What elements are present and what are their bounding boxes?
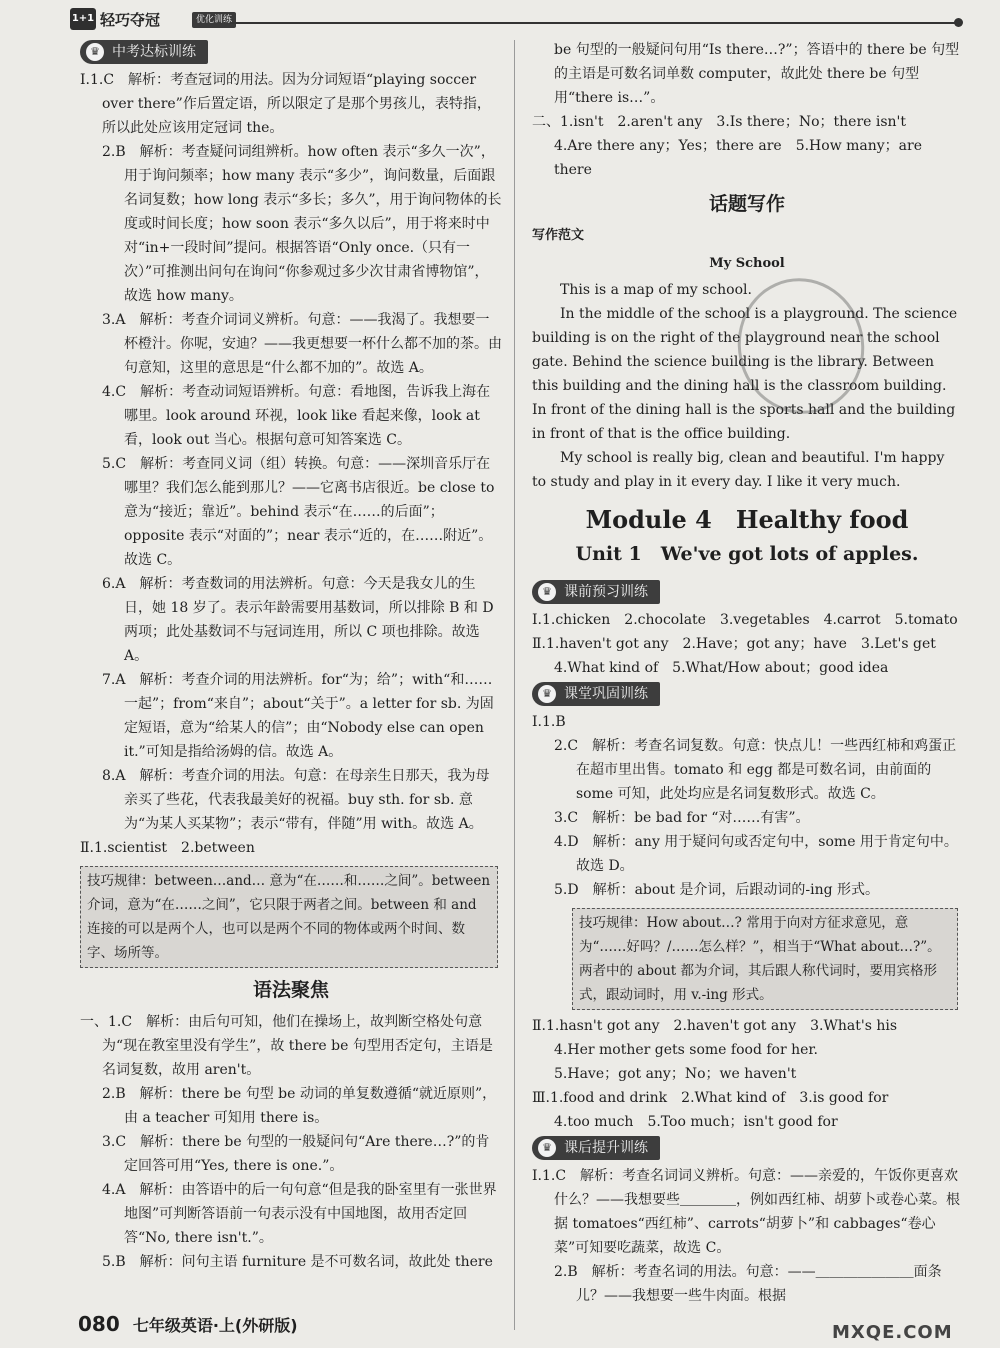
tip-box: 技巧规律：How about…? 常用于向对方征求意见，意为“……好吗？/……怎么样？”，相当于“What about…?”。两者中的 about 都为介词，其后跟人称代词时，要用宾格形式，跟动词时，用 v.-ing 形式。 xyxy=(572,908,958,1010)
unit-title: Unit 1 We've got lots of apples. xyxy=(575,543,919,565)
answer-item: 3.C 解析：be bad for “对……有害”。 xyxy=(554,810,810,826)
brand-name: 轻巧夺冠 xyxy=(100,11,161,29)
module-title: Module 4 Healthy food xyxy=(585,505,909,534)
answer-item: 4.D 解析：any 用于疑问句或否定句中，some 用于肯定句中。故选 D。 xyxy=(554,834,958,874)
answer-item: 4.C 解析：考查动词短语辨析。句意：看地图，告诉我上海在哪里。look around 环视，look like 看起来像，look at 看，look out 当心。根据句意可知答案选 C。 xyxy=(102,384,491,448)
brand-logo: 1+1 xyxy=(70,8,96,30)
answer-item: Ⅱ.1.haven't got any 2.Have；got any；have 3.Let's get xyxy=(532,636,936,652)
essay-paragraph: This is a map of my school. xyxy=(560,282,752,298)
answer-item: 5.D 解析：about 是介词，后跟动词的-ing 形式。 xyxy=(554,882,880,898)
page-number: 080 xyxy=(78,1312,120,1336)
answer-item: Ⅰ.1.chicken 2.chocolate 3.vegetables 4.carrot 5.tomato xyxy=(532,612,958,628)
answer-item: Ⅰ.1.B xyxy=(532,714,566,730)
answer-item: 7.A 解析：考查介词的用法辨析。for“为；给”；with“和……一起”；from“来自”；about“关于”。a letter for sb. 为固定短语，意为“给某人的信”；由“Nobody else can open it.”可知是指给汤姆的信。故选 A。 xyxy=(102,672,494,760)
essay-paragraph: In the middle of the school is a playground. The science building is on the right of the playground near the school gate. Behind the science building is the library. Between this building and the dining hall is the classroom building. In front of the dining hall is the sports hall and the building in front of that is the office building. xyxy=(532,306,958,442)
right-column xyxy=(532,38,962,1308)
section-banner-preview xyxy=(532,580,660,604)
answer-item: 5.Have；got any；No；we haven't xyxy=(554,1066,797,1082)
answer-item: 6.A 解析：考查数词的用法辨析。句意：今天是我女儿的生日，她 18 岁了。表示年龄需要用基数词，所以排除 B 和 D 两项；此处基数词不与冠词连用，所以 C 项也排除。故选 A。 xyxy=(102,576,494,664)
answer-item: 4.Are there any；Yes；there are 5.How many；are there xyxy=(554,138,922,178)
answer-item: Ⅱ.1.scientist 2.between xyxy=(80,840,255,856)
banner-label: 中考达标训练 xyxy=(112,44,196,60)
crown-icon: ♛ xyxy=(538,1139,556,1157)
answer-item: Ⅰ.1.C 解析：考查冠词的用法。因为分词短语“playing soccer over there”作后置定语，所以限定了是那个男孩儿，表特指，所以此处应该用定冠词 the。 xyxy=(80,72,491,136)
page-footer xyxy=(78,1310,298,1338)
answer-item: 2.C 解析：考查名词复数。句意：快点儿！一些西红柿和鸡蛋正在超市里出售。tomato 和 egg 都是可数名词，由前面的 some 可知，此处均应是名词复数形式。故选 C。 xyxy=(554,738,957,802)
answer-item: 8.A 解析：考查介词的用法。句意：在母亲生日那天，我为母亲买了些花，代表我最美好的祝福。buy sth. for sb. 意为“为某人买某物”；表示“带有，伴随”用 with。故选 A。 xyxy=(102,768,490,832)
header-rule xyxy=(230,22,955,24)
left-column xyxy=(80,38,502,1274)
answer-item: 2.B 解析：考查名词的用法。句意：——＿＿＿＿＿＿＿面条儿？——我想要一些牛肉面。根据 xyxy=(554,1264,942,1304)
answer-item: 一、1.C 解析：由后句可知，他们在操场上，故判断空格处句意为“现在教室里没有学生”，故 there be 句型用否定句，主语是名词复数，故用 aren't。 xyxy=(80,1014,493,1078)
answer-item: 4.Her mother gets some food for her. xyxy=(554,1042,819,1058)
section-banner-classroom xyxy=(532,682,660,706)
answer-item: Ⅰ.1.C 解析：考查名词词义辨析。句意：——亲爱的，午饭你更喜欢什么？——我想要些＿＿＿＿，例如西红柿、胡萝卜或卷心菜。根据 tomatoes“西红柿”、carrots“胡萝卜”和 cabbages“卷心菜”可知要吃蔬菜，故选 C。 xyxy=(532,1168,960,1256)
page-header xyxy=(70,8,960,34)
answer-item: 2.B 解析：考查疑问词组辨析。how often 表示“多久一次”，用于询问频率；how many 表示“多少”，询问数量，后面跟名词复数；how long 表示“多长；多久”，用于询问物体的长度或时间长度；how soon 表示“多久以后”，用于将来时中对“in+一段时间”提问。根据答语“Only once.（只有一次）”可推测出问句在询问“你参观过多少次甘肃省博物馆”，故选 how many。 xyxy=(102,144,502,304)
banner-label: 课前预习训练 xyxy=(564,584,648,600)
crown-icon: ♛ xyxy=(538,685,556,703)
site-watermark: MXQE.COM xyxy=(832,1322,953,1343)
book-title: 七年级英语·上(外研版) xyxy=(132,1316,298,1335)
answer-item: Ⅲ.1.food and drink 2.What kind of 3.is good for xyxy=(532,1090,889,1106)
section-title-writing: 话题写作 xyxy=(708,193,785,215)
header-dot xyxy=(954,18,963,27)
answer-item: 4.too much 5.Too much；isn't good for xyxy=(554,1114,838,1130)
brand-subtitle: 优化训练 xyxy=(192,12,236,28)
section-banner-after-class xyxy=(532,1136,660,1160)
banner-label: 课堂巩固训练 xyxy=(564,686,648,702)
answer-item: 3.A 解析：考查介词词义辨析。句意：——我渴了。我想要一杯橙汁。你呢，安迪？——我更想要一杯什么都不加的茶。由句意知，这里的意思是“什么都不加的”。故选 A。 xyxy=(102,312,502,376)
answer-item: 5.C 解析：考查同义词（组）转换。句意：——深圳音乐厅在哪里？我们怎么能到那儿？——它离书店很近。be close to 意为“接近；靠近”。behind 表示“在……的后面”；opposite 表示“对面的”；near 表示“近的，在……附近”。故选 C。 xyxy=(102,456,495,568)
answer-item: 2.B 解析：there be 句型 be 动词的单复数遵循“就近原则”，由 a teacher 可知用 there is。 xyxy=(102,1086,497,1126)
section-title-grammar: 语法聚焦 xyxy=(252,979,329,1001)
essay-paragraph: My school is really big, clean and beautiful. I'm happy to study and play in it every day. I like it very much. xyxy=(532,450,945,490)
answer-item: 3.C 解析：there be 句型的一般疑问句“Are there…?”的肯定回答可用“Yes, there is one.”。 xyxy=(102,1134,490,1174)
banner-label: 课后提升训练 xyxy=(564,1140,648,1156)
answer-item: Ⅱ.1.hasn't got any 2.haven't got any 3.What's his xyxy=(532,1018,898,1034)
answer-continuation: be 句型的一般疑问句用“Is there…?”；答语中的 there be 句型的主语是可数名词单数 computer，故此处 there be 句型用“there is…”。 xyxy=(554,42,960,106)
crown-icon: ♛ xyxy=(538,583,556,601)
section-banner-exam xyxy=(80,40,208,64)
essay-title: My School xyxy=(709,256,785,271)
essay-label: 写作范文 xyxy=(532,228,585,243)
answer-item: 5.B 解析：问句主语 furniture 是不可数名词，故此处 there xyxy=(102,1254,493,1270)
answer-item: 4.A 解析：由答语中的后一句句意“但是我的卧室里有一张世界地图”可判断答语前一句表示没有中国地图，故用否定回答“No, there isn't.”。 xyxy=(102,1182,497,1246)
tip-box: 技巧规律：between…and… 意为“在……和……之间”。between 介词，意为“在……之间”，它只限于两者之间。between 和 and 连接的可以是两个人，也可以是两个不同的物体或两个时间、数字、场所等。 xyxy=(80,866,498,968)
crown-icon: ♛ xyxy=(86,43,104,61)
answer-item: 二、1.isn't 2.aren't any 3.Is there；No；there isn't xyxy=(532,114,907,130)
column-divider xyxy=(514,40,515,1330)
answer-item: 4.What kind of 5.What/How about；good idea xyxy=(554,660,889,676)
